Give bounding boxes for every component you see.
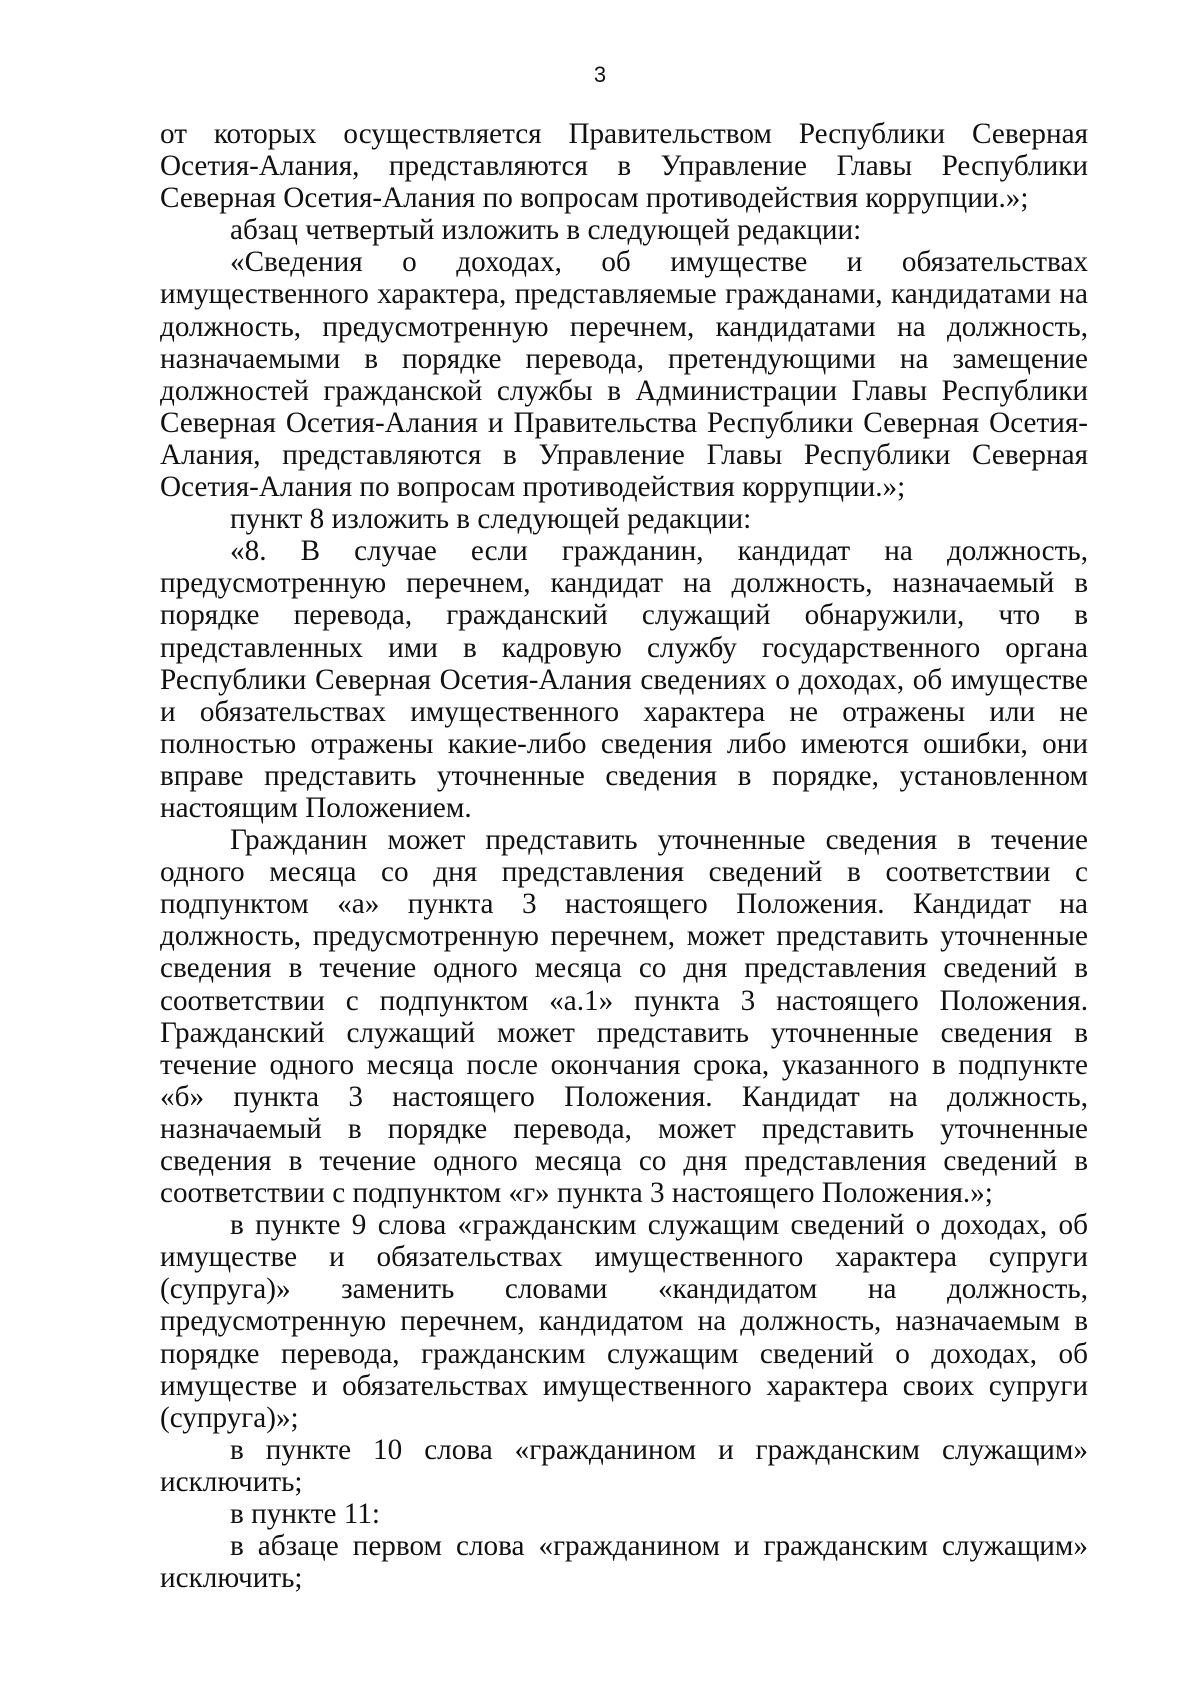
paragraph: абзац четвертый изложить в следующей редакции:: [230, 214, 862, 247]
paragraph: «Сведения о доходах, об имуществе и обязательствах имущественного характера, представляемые гражданами, кандидатами на должность, предусмотренную перечнем, кандидатами на должность, назначаемыми в порядке перевода, претендующими на замещение должностей гражданской службы в Администрации Главы Республики Северная Осетия-Алания и Правительства Республики Северная Осетия-Алания, представляются в Управление Главы Республики Северная Осетия-Алания по вопросам противодействия коррупции.»;: [160, 246, 1088, 504]
document-body: [160, 118, 1088, 1594]
paragraph: «8. В случае если гражданин, кандидат на должность, предусмотренную перечнем, кандидат на должность, назначаемый в порядке перевода, гражданский служащий обнаружили, что в представленных ими в кадровую службу государственного органа Республики Северная Осетия-Алания сведениях о доходах, об имуществе и обязательствах имущественного характера не отражены или не полностью отражены какие-либо сведения либо имеются ошибки, они вправе представить уточненные сведения в порядке, установленном настоящим Положением.: [160, 535, 1088, 824]
paragraph: в пункте 9 слова «гражданским служащим сведений о доходах, об имуществе и обязательствах имущественного характера супруги (супруга)» заменить словами «кандидатом на должность, предусмотренную перечнем, кандидатом на должность, назначаемым в порядке перевода, гражданским служащим сведений о доходах, об имуществе и обязательствах имущественного характера своих супруги (супруга)»;: [160, 1209, 1088, 1434]
paragraph-continuation: от которых осуществляется Правительством Республики Северная Осетия-Алания, представляются в Управление Главы Республики Северная Осетия-Алания по вопросам противодействия коррупции.»;: [160, 118, 1088, 215]
paragraph: в пункте 10 слова «гражданином и гражданским служащим» исключить;: [160, 1433, 1088, 1498]
page-number: 3: [593, 62, 607, 87]
paragraph: Гражданин может представить уточненные сведения в течение одного месяца со дня представления сведений в соответствии с подпунктом «а» пункта 3 настоящего Положения. Кандидат на должность, предусмотренную перечнем, может представить уточненные сведения в течение одного месяца со дня представления сведений в соответствии с подпунктом «а.1» пункта 3 настоящего Положения. Гражданский служащий может представить уточненные сведения в течение одного месяца после окончания срока, указанного в подпункте «б» пункта 3 настоящего Положения. Кандидат на должность, назначаемый в порядке перевода, может представить уточненные сведения в течение одного месяца со дня представления сведений в соответствии с подпунктом «г» пункта 3 настоящего Положения.»;: [160, 824, 1088, 1210]
paragraph: в абзаце первом слова «гражданином и гражданским служащим» исключить;: [160, 1530, 1088, 1595]
paragraph: пункт 8 изложить в следующей редакции:: [230, 503, 752, 536]
paragraph: в пункте 11:: [230, 1498, 380, 1531]
